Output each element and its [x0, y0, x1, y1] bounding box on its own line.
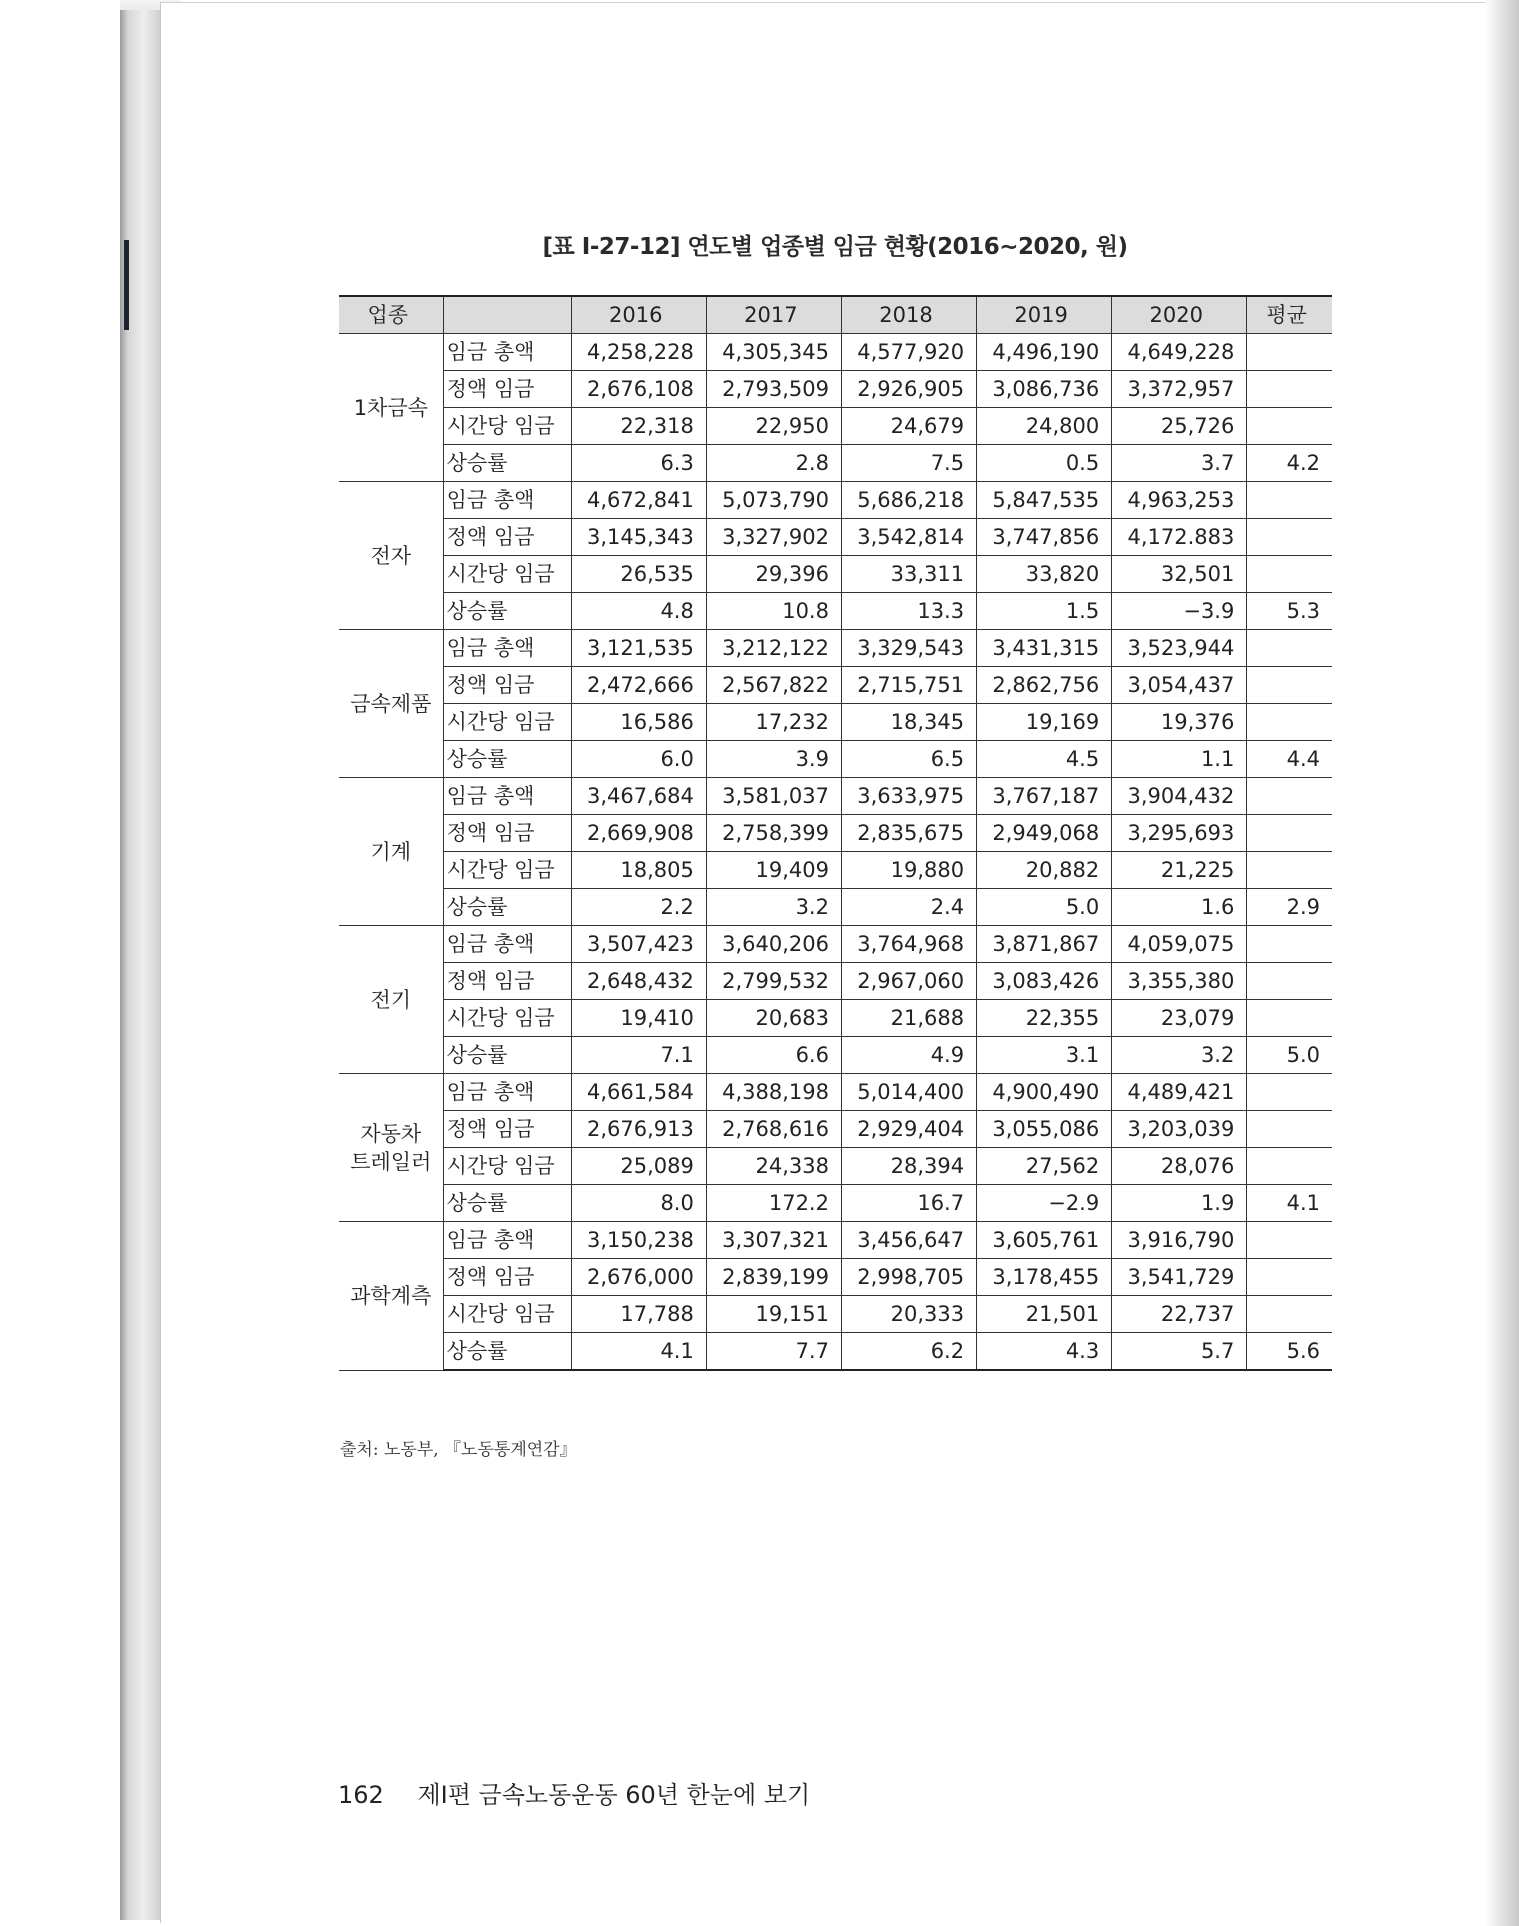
value-cell: 4,672,841 — [571, 482, 706, 519]
value-cell: 1.6 — [1112, 889, 1247, 926]
value-cell: 3,640,206 — [706, 926, 841, 963]
metric-cell: 정액 임금 — [443, 1259, 571, 1296]
industry-cell: 금속제품 — [339, 630, 443, 778]
value-cell: 2,967,060 — [841, 963, 976, 1000]
value-cell: 27,562 — [977, 1148, 1112, 1185]
metric-cell: 임금 총액 — [443, 926, 571, 963]
value-cell: 3,871,867 — [977, 926, 1112, 963]
metric-cell: 상승률 — [443, 1185, 571, 1222]
value-cell: 19,169 — [977, 704, 1112, 741]
metric-cell: 정액 임금 — [443, 963, 571, 1000]
value-cell: 0.5 — [977, 445, 1112, 482]
table-row — [339, 963, 1332, 1000]
table-row — [339, 408, 1332, 445]
value-cell: 2,768,616 — [706, 1111, 841, 1148]
table-row — [339, 1111, 1332, 1148]
value-cell: 3,150,238 — [571, 1222, 706, 1259]
value-cell: 18,345 — [841, 704, 976, 741]
metric-cell: 상승률 — [443, 741, 571, 778]
value-cell: 1.1 — [1112, 741, 1247, 778]
table-row — [339, 852, 1332, 889]
value-cell: 19,151 — [706, 1296, 841, 1333]
value-cell: 3,083,426 — [977, 963, 1112, 1000]
table-row — [339, 667, 1332, 704]
metric-cell: 시간당 임금 — [443, 1000, 571, 1037]
page-right-shadow — [1485, 0, 1519, 1926]
value-cell: 2,949,068 — [977, 815, 1112, 852]
value-cell: 20,683 — [706, 1000, 841, 1037]
source-note: 출처: 노동부, 『노동통계연감』 — [340, 1440, 577, 1460]
average-cell: 5.0 — [1247, 1037, 1332, 1074]
value-cell: 4,172.883 — [1112, 519, 1247, 556]
value-cell: 2,758,399 — [706, 815, 841, 852]
value-cell: 26,535 — [571, 556, 706, 593]
average-cell: 4.4 — [1247, 741, 1332, 778]
value-cell: 3,605,761 — [977, 1222, 1112, 1259]
value-cell: −3.9 — [1112, 593, 1247, 630]
average-cell — [1247, 519, 1332, 556]
value-cell: 16.7 — [841, 1185, 976, 1222]
industry-cell: 과학계측 — [339, 1222, 443, 1371]
spine-bookmark-mark — [124, 240, 129, 330]
value-cell: 3,507,423 — [571, 926, 706, 963]
value-cell: 3,764,968 — [841, 926, 976, 963]
metric-cell: 임금 총액 — [443, 482, 571, 519]
value-cell: 8.0 — [571, 1185, 706, 1222]
value-cell: 3,086,736 — [977, 371, 1112, 408]
value-cell: 3,581,037 — [706, 778, 841, 815]
value-cell: 2,799,532 — [706, 963, 841, 1000]
value-cell: 4,577,920 — [841, 334, 976, 371]
value-cell: 16,586 — [571, 704, 706, 741]
value-cell: 3,767,187 — [977, 778, 1112, 815]
header-year: 2016 — [571, 296, 706, 334]
value-cell: 25,089 — [571, 1148, 706, 1185]
table-title: [표 Ⅰ-27-12] 연도별 업종별 임금 현황(2016~2020, 원) — [542, 234, 1128, 260]
value-cell: 2,648,432 — [571, 963, 706, 1000]
value-cell: 4.1 — [571, 1333, 706, 1371]
value-cell: 22,318 — [571, 408, 706, 445]
value-cell: 4,496,190 — [977, 334, 1112, 371]
value-cell: 3,431,315 — [977, 630, 1112, 667]
value-cell: 3.1 — [977, 1037, 1112, 1074]
value-cell: −2.9 — [977, 1185, 1112, 1222]
table-body — [339, 334, 1332, 1371]
table-row — [339, 519, 1332, 556]
table-row — [339, 1148, 1332, 1185]
value-cell: 1.5 — [977, 593, 1112, 630]
value-cell: 2,676,108 — [571, 371, 706, 408]
value-cell: 3,467,684 — [571, 778, 706, 815]
value-cell: 4,661,584 — [571, 1074, 706, 1111]
average-cell: 5.3 — [1247, 593, 1332, 630]
value-cell: 4.3 — [977, 1333, 1112, 1371]
value-cell: 33,820 — [977, 556, 1112, 593]
value-cell: 25,726 — [1112, 408, 1247, 445]
header-year: 2020 — [1112, 296, 1247, 334]
table-row — [339, 482, 1332, 519]
value-cell: 24,679 — [841, 408, 976, 445]
metric-cell: 시간당 임금 — [443, 408, 571, 445]
value-cell: 4,388,198 — [706, 1074, 841, 1111]
average-cell — [1247, 556, 1332, 593]
value-cell: 3,203,039 — [1112, 1111, 1247, 1148]
value-cell: 29,396 — [706, 556, 841, 593]
value-cell: 3,145,343 — [571, 519, 706, 556]
value-cell: 3,904,432 — [1112, 778, 1247, 815]
value-cell: 20,882 — [977, 852, 1112, 889]
value-cell: 6.3 — [571, 445, 706, 482]
value-cell: 4,900,490 — [977, 1074, 1112, 1111]
industry-cell: 전자 — [339, 482, 443, 630]
value-cell: 1.9 — [1112, 1185, 1247, 1222]
value-cell: 2,715,751 — [841, 667, 976, 704]
industry-cell: 기계 — [339, 778, 443, 926]
value-cell: 7.7 — [706, 1333, 841, 1371]
value-cell: 3,523,944 — [1112, 630, 1247, 667]
industry-cell: 자동차 트레일러 — [339, 1074, 443, 1222]
average-cell: 5.6 — [1247, 1333, 1332, 1371]
value-cell: 2,793,509 — [706, 371, 841, 408]
value-cell: 2,835,675 — [841, 815, 976, 852]
value-cell: 2,676,000 — [571, 1259, 706, 1296]
value-cell: 3,307,321 — [706, 1222, 841, 1259]
average-cell — [1247, 1148, 1332, 1185]
value-cell: 2.2 — [571, 889, 706, 926]
value-cell: 28,394 — [841, 1148, 976, 1185]
table-row — [339, 1000, 1332, 1037]
value-cell: 2,926,905 — [841, 371, 976, 408]
value-cell: 3,541,729 — [1112, 1259, 1247, 1296]
average-cell — [1247, 1222, 1332, 1259]
value-cell: 23,079 — [1112, 1000, 1247, 1037]
table-row — [339, 889, 1332, 926]
value-cell: 2,676,913 — [571, 1111, 706, 1148]
average-cell — [1247, 630, 1332, 667]
value-cell: 2,839,199 — [706, 1259, 841, 1296]
table-row — [339, 371, 1332, 408]
value-cell: 5.7 — [1112, 1333, 1247, 1371]
average-cell — [1247, 963, 1332, 1000]
metric-cell: 시간당 임금 — [443, 704, 571, 741]
value-cell: 32,501 — [1112, 556, 1247, 593]
average-cell — [1247, 1296, 1332, 1333]
metric-cell: 임금 총액 — [443, 1222, 571, 1259]
value-cell: 3.9 — [706, 741, 841, 778]
value-cell: 5,686,218 — [841, 482, 976, 519]
value-cell: 3,327,902 — [706, 519, 841, 556]
table-row — [339, 1222, 1332, 1259]
metric-cell: 시간당 임금 — [443, 852, 571, 889]
value-cell: 19,880 — [841, 852, 976, 889]
value-cell: 22,950 — [706, 408, 841, 445]
metric-cell: 상승률 — [443, 445, 571, 482]
metric-cell: 임금 총액 — [443, 1074, 571, 1111]
value-cell: 7.1 — [571, 1037, 706, 1074]
value-cell: 6.5 — [841, 741, 976, 778]
value-cell: 21,688 — [841, 1000, 976, 1037]
metric-cell: 상승률 — [443, 593, 571, 630]
average-cell: 4.1 — [1247, 1185, 1332, 1222]
average-cell — [1247, 704, 1332, 741]
value-cell: 4,489,421 — [1112, 1074, 1247, 1111]
value-cell: 24,800 — [977, 408, 1112, 445]
value-cell: 4,059,075 — [1112, 926, 1247, 963]
average-cell: 2.9 — [1247, 889, 1332, 926]
header-year: 2019 — [977, 296, 1112, 334]
page-number: 162 — [338, 1781, 384, 1809]
value-cell: 17,232 — [706, 704, 841, 741]
header-industry: 업종 — [339, 296, 443, 334]
table-row — [339, 1074, 1332, 1111]
value-cell: 2.4 — [841, 889, 976, 926]
industry-cell: 전기 — [339, 926, 443, 1074]
value-cell: 13.3 — [841, 593, 976, 630]
metric-cell: 정액 임금 — [443, 371, 571, 408]
value-cell: 22,355 — [977, 1000, 1112, 1037]
value-cell: 2,862,756 — [977, 667, 1112, 704]
table-header-row — [339, 296, 1332, 334]
table-row — [339, 593, 1332, 630]
metric-cell: 상승률 — [443, 889, 571, 926]
value-cell: 3,916,790 — [1112, 1222, 1247, 1259]
value-cell: 3.2 — [1112, 1037, 1247, 1074]
value-cell: 19,410 — [571, 1000, 706, 1037]
average-cell — [1247, 1111, 1332, 1148]
table-row — [339, 1259, 1332, 1296]
header-metric — [443, 296, 571, 334]
table-row — [339, 1333, 1332, 1371]
section-title: 제Ⅰ편 금속노동운동 60년 한눈에 보기 — [417, 1781, 811, 1809]
average-cell — [1247, 408, 1332, 445]
value-cell: 28,076 — [1112, 1148, 1247, 1185]
value-cell: 5.0 — [977, 889, 1112, 926]
value-cell: 3,542,814 — [841, 519, 976, 556]
value-cell: 21,501 — [977, 1296, 1112, 1333]
value-cell: 172.2 — [706, 1185, 841, 1222]
table-row — [339, 334, 1332, 371]
header-average: 평균 — [1247, 296, 1332, 334]
average-cell — [1247, 852, 1332, 889]
value-cell: 3,295,693 — [1112, 815, 1247, 852]
average-cell: 4.2 — [1247, 445, 1332, 482]
value-cell: 22,737 — [1112, 1296, 1247, 1333]
average-cell — [1247, 926, 1332, 963]
header-year: 2017 — [706, 296, 841, 334]
average-cell — [1247, 815, 1332, 852]
value-cell: 3,355,380 — [1112, 963, 1247, 1000]
average-cell — [1247, 667, 1332, 704]
value-cell: 2,998,705 — [841, 1259, 976, 1296]
value-cell: 20,333 — [841, 1296, 976, 1333]
value-cell: 33,311 — [841, 556, 976, 593]
table-row — [339, 556, 1332, 593]
value-cell: 6.6 — [706, 1037, 841, 1074]
value-cell: 3.7 — [1112, 445, 1247, 482]
value-cell: 2.8 — [706, 445, 841, 482]
value-cell: 19,409 — [706, 852, 841, 889]
table-row — [339, 445, 1332, 482]
average-cell — [1247, 482, 1332, 519]
metric-cell: 시간당 임금 — [443, 1148, 571, 1185]
value-cell: 3,633,975 — [841, 778, 976, 815]
average-cell — [1247, 371, 1332, 408]
value-cell: 19,376 — [1112, 704, 1247, 741]
value-cell: 3,121,535 — [571, 630, 706, 667]
value-cell: 2,929,404 — [841, 1111, 976, 1148]
value-cell: 4,963,253 — [1112, 482, 1247, 519]
metric-cell: 정액 임금 — [443, 667, 571, 704]
table-row — [339, 741, 1332, 778]
value-cell: 3.2 — [706, 889, 841, 926]
average-cell — [1247, 778, 1332, 815]
average-cell — [1247, 1259, 1332, 1296]
average-cell — [1247, 334, 1332, 371]
table-row — [339, 926, 1332, 963]
value-cell: 2,472,666 — [571, 667, 706, 704]
value-cell: 4,305,345 — [706, 334, 841, 371]
value-cell: 4.8 — [571, 593, 706, 630]
value-cell: 2,567,822 — [706, 667, 841, 704]
value-cell: 5,014,400 — [841, 1074, 976, 1111]
metric-cell: 임금 총액 — [443, 778, 571, 815]
value-cell: 3,212,122 — [706, 630, 841, 667]
industry-cell: 1차금속 — [339, 334, 443, 482]
value-cell: 3,054,437 — [1112, 667, 1247, 704]
table-row — [339, 630, 1332, 667]
metric-cell: 상승률 — [443, 1037, 571, 1074]
value-cell: 6.0 — [571, 741, 706, 778]
value-cell: 3,372,957 — [1112, 371, 1247, 408]
table-row — [339, 778, 1332, 815]
header-year: 2018 — [841, 296, 976, 334]
value-cell: 3,178,455 — [977, 1259, 1112, 1296]
metric-cell: 시간당 임금 — [443, 556, 571, 593]
metric-cell: 임금 총액 — [443, 630, 571, 667]
value-cell: 10.8 — [706, 593, 841, 630]
table-row — [339, 1037, 1332, 1074]
wage-table — [339, 295, 1332, 1371]
value-cell: 2,669,908 — [571, 815, 706, 852]
metric-cell: 시간당 임금 — [443, 1296, 571, 1333]
table-row — [339, 704, 1332, 741]
table-row — [339, 815, 1332, 852]
value-cell: 3,747,856 — [977, 519, 1112, 556]
metric-cell: 임금 총액 — [443, 334, 571, 371]
table-row — [339, 1296, 1332, 1333]
metric-cell: 정액 임금 — [443, 1111, 571, 1148]
value-cell: 21,225 — [1112, 852, 1247, 889]
value-cell: 18,805 — [571, 852, 706, 889]
value-cell: 3,329,543 — [841, 630, 976, 667]
average-cell — [1247, 1000, 1332, 1037]
value-cell: 3,055,086 — [977, 1111, 1112, 1148]
average-cell — [1247, 1074, 1332, 1111]
metric-cell: 상승률 — [443, 1333, 571, 1371]
value-cell: 4.9 — [841, 1037, 976, 1074]
value-cell: 4.5 — [977, 741, 1112, 778]
table-row — [339, 1185, 1332, 1222]
value-cell: 24,338 — [706, 1148, 841, 1185]
value-cell: 4,649,228 — [1112, 334, 1247, 371]
value-cell: 4,258,228 — [571, 334, 706, 371]
value-cell: 3,456,647 — [841, 1222, 976, 1259]
value-cell: 5,847,535 — [977, 482, 1112, 519]
metric-cell: 정액 임금 — [443, 519, 571, 556]
page-footer — [338, 1775, 810, 1810]
value-cell: 5,073,790 — [706, 482, 841, 519]
value-cell: 17,788 — [571, 1296, 706, 1333]
value-cell: 7.5 — [841, 445, 976, 482]
metric-cell: 정액 임금 — [443, 815, 571, 852]
value-cell: 6.2 — [841, 1333, 976, 1371]
